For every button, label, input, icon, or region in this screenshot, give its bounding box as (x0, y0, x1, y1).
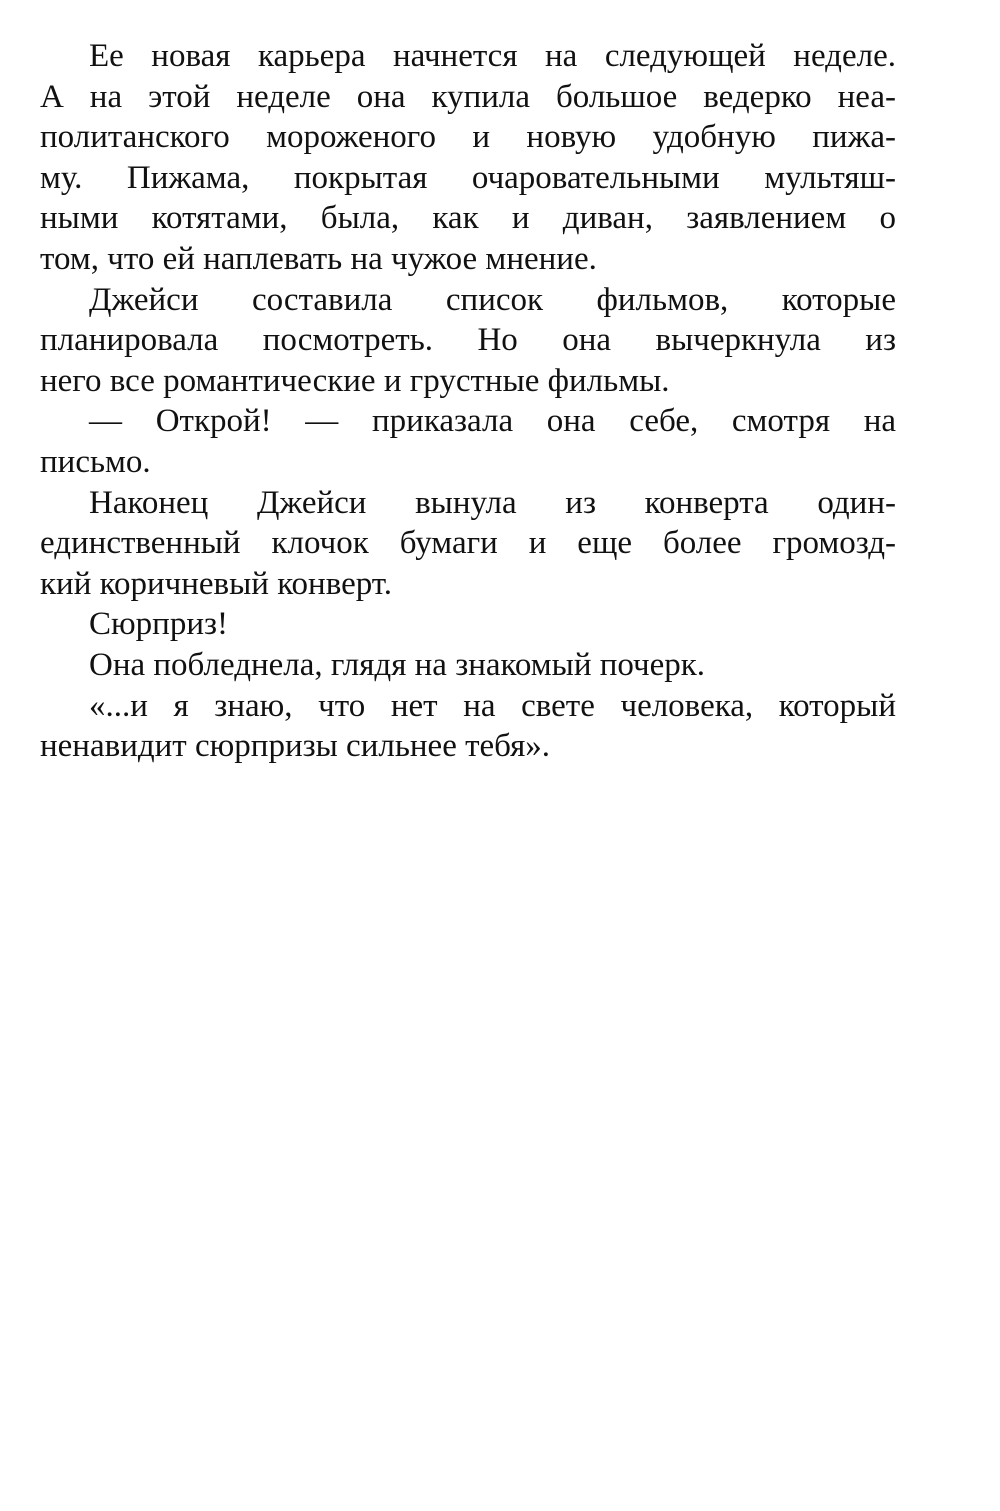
body-text (40, 36, 896, 767)
text-line: му. Пижама, покрытая очаровательными мультяш- (40, 159, 896, 196)
paragraph-6 (40, 645, 896, 686)
text-line: А на этой неделе она купила большое ведерко неа- (40, 78, 896, 115)
text-line: единственный клочок бумаги и еще более громозд- (40, 525, 896, 562)
text-line: том, что ей наплевать на чужое мнение. (40, 240, 597, 277)
text-line: планировала посмотреть. Но она вычеркнула из (40, 322, 896, 359)
text-line: кий коричневый конверт. (40, 565, 392, 602)
text-line: ными котятами, была, как и диван, заявлением о (40, 200, 896, 237)
text-line: «...и я знаю, что нет на свете человека, который (89, 687, 896, 724)
text-line: письмо. (40, 443, 151, 480)
paragraph-7 (40, 686, 896, 767)
paragraph-2 (40, 280, 896, 402)
text-line: Сюрприз! (89, 606, 229, 643)
paragraph-4 (40, 483, 896, 605)
text-line: Ее новая карьера начнется на следующей неделе. (89, 38, 896, 74)
paragraph-3 (40, 401, 896, 482)
text-line: Она побледнела, глядя на знакомый почерк. (89, 646, 706, 683)
paragraph-5 (40, 604, 896, 645)
paragraph-1 (40, 36, 896, 280)
text-line: него все романтические и грустные фильмы. (40, 362, 670, 399)
text-line: — Открой! — приказала она себе, смотря на (89, 403, 896, 440)
text-line: ненавидит сюрпризы сильнее тебя». (40, 728, 551, 765)
text-line: Наконец Джейси вынула из конверта один- (89, 484, 896, 521)
text-line: Джейси составила список фильмов, которые (89, 281, 896, 318)
text-line: политанского мороженого и новую удобную пижа- (40, 119, 896, 156)
